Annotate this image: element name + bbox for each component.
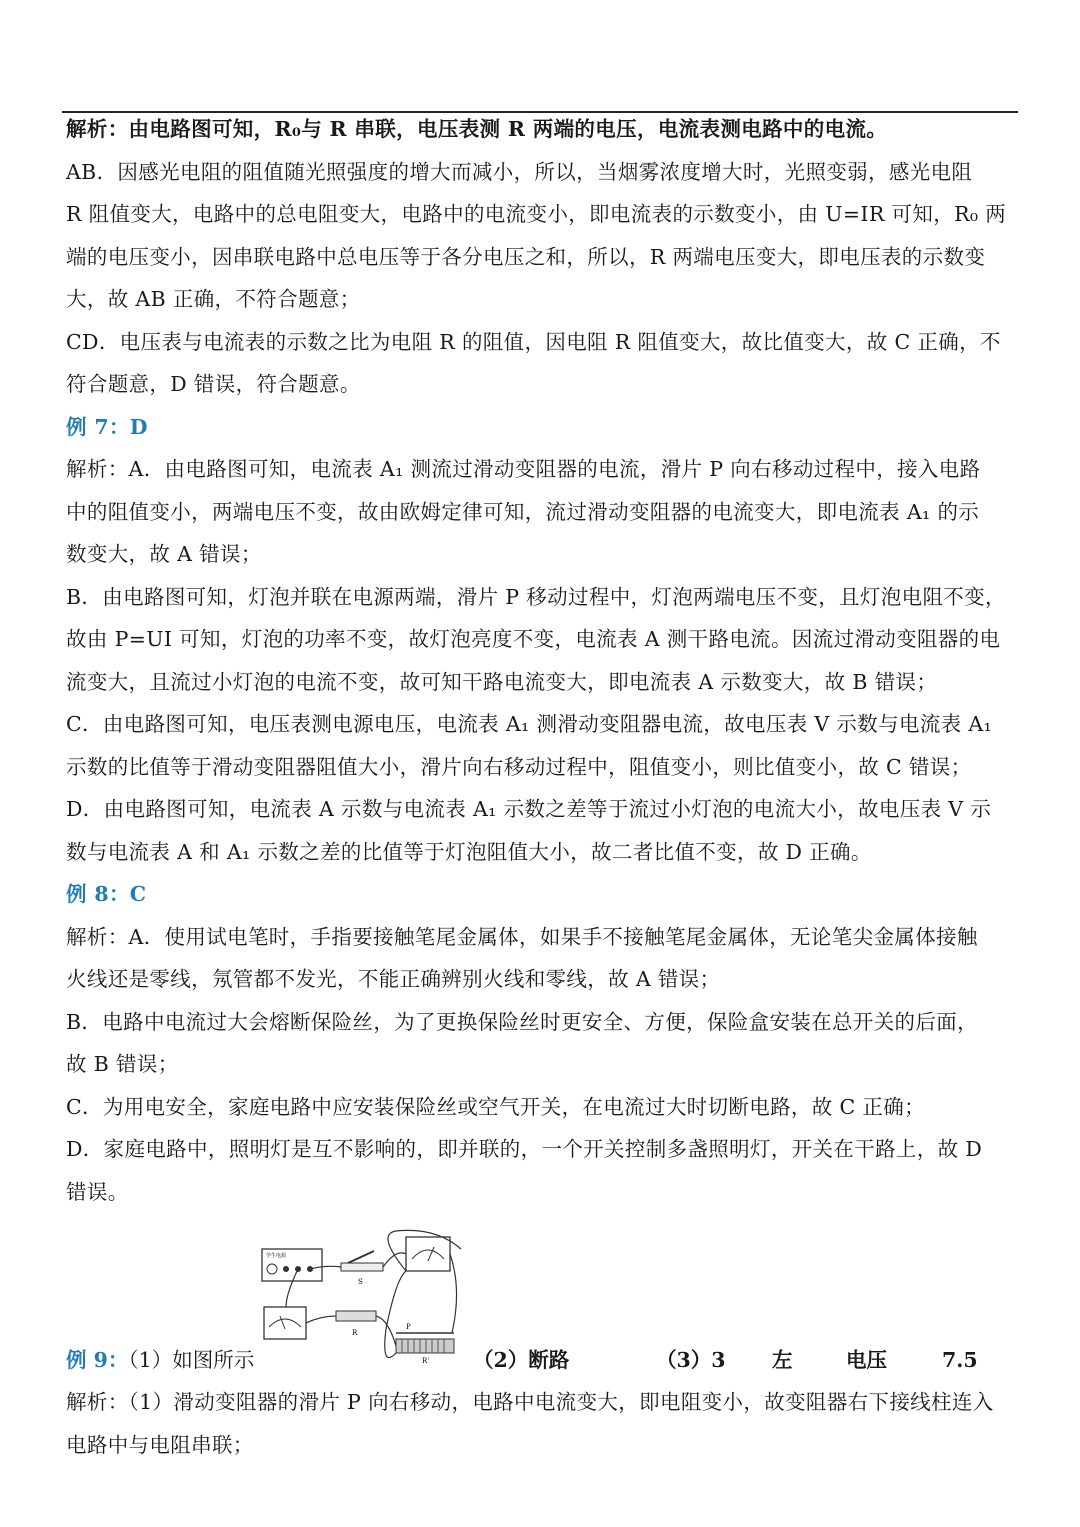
text-line: CD．电压表与电流表的示数之比为电阻 R 的阻值，因电阻 R 阻值变大，故比值变大，故 C 正确，不: [66, 329, 1001, 354]
text-line: AB．因感光电阻的阻值随光照强度的增大而减小，所以，当烟雾浓度增大时，光照变弱，感光电阻: [66, 159, 973, 184]
slider-label: P: [406, 1323, 411, 1331]
ex9-part3: （3）3: [656, 1348, 726, 1372]
text-line: 火线还是零线，氖管都不发光，不能正确辨别火线和零线，故 A 错误；: [66, 967, 721, 991]
text-line: 大，故 AB 正确，不符合题意；: [66, 287, 361, 311]
text-line: D．由电路图可知，电流表 A 示数与电流表 A₁ 示数之差等于流过小灯泡的电流大小，故电压表 V 示: [66, 797, 992, 821]
resistor-label: R: [352, 1329, 358, 1337]
text-line: B．电路中电流过大会熔断保险丝，为了更换保险丝时更安全、方便，保险盒安装在总开关的后面，: [66, 1009, 978, 1034]
voltmeter: [406, 1237, 450, 1271]
example-9-row: [66, 1213, 1016, 1413]
text-line: 符合题意，D 错误，符合题意。: [66, 372, 361, 396]
text-line: 解析：A．由电路图可知，电流表 A₁ 测流过滑动变阻器的电流，滑片 P 向右移动过程中，接入电路: [66, 457, 981, 481]
example-8-heading: 例 8：C: [66, 882, 147, 906]
power-supply-label: 学生电源: [266, 1253, 287, 1259]
text-line: 解析：（1）滑动变阻器的滑片 P 向右移动，电路中电流变大，即电阻变小，故变阻器右下接线柱连入: [66, 1390, 994, 1414]
ex9-part1: （1）如图所示: [128, 1348, 255, 1372]
text-line: 解析：A．使用试电笔时，手指要接触笔尾金属体，如果手不接触笔尾金属体，无论笔尖金属体接触: [66, 924, 978, 949]
text-line: C．由电路图可知，电压表测电源电压，电流表 A₁ 测滑动变阻器电流，故电压表 V 示数与电流表 A₁: [66, 712, 993, 736]
text-line: C．为用电安全，家庭电路中应安装保险丝或空气开关，在电流过大时切断电路，故 C 正确；: [66, 1094, 925, 1119]
ammeter: [264, 1307, 306, 1339]
switch-label: S: [358, 1278, 363, 1286]
circuit-diagram: [256, 1229, 466, 1379]
text-line: B．由电路图可知，灯泡并联在电源两端，滑片 P 移动过程中，灯泡两端电压不变，且灯泡电阻不变，: [66, 584, 1006, 609]
rheostat: [396, 1339, 454, 1353]
text-line: 中的阻值变小，两端电压不变，故由欧姆定律可知，流过滑动变阻器的电流变大，即电流表 A₁ 的示: [66, 499, 980, 524]
text-line: 数与电流表 A 和 A₁ 示数之差的比值等于灯泡阻值大小，故二者比值不变，故 D 正确。: [66, 839, 872, 864]
text-line: 示数的比值等于滑动变阻器阻值大小，滑片向右移动过程中，阻值变小，则比值变小，故 C 错误；: [66, 754, 972, 779]
text-line: 端的电压变小，因串联电路中总电压等于各分电压之和，所以，R 两端电压变大，即电压表的示数变: [66, 244, 986, 269]
resistor: [336, 1311, 376, 1321]
text-line: R 阻值变大，电路中的总电阻变大，电路中的电流变小，即电流表的示数变小，由 U=IR 可知，R₀ 两: [66, 202, 1007, 226]
ex9-answer-left: 左: [772, 1348, 793, 1372]
text-line: 故由 P=UI 可知，灯泡的功率不变，故灯泡亮度不变，电流表 A 测干路电流。因流过滑动变阻器的电: [66, 627, 1001, 651]
page-body: [66, 108, 1016, 1466]
example-7-heading: 例 7：D: [66, 414, 148, 439]
text-line: 错误。: [66, 1179, 129, 1204]
text-line: 电路中与电阻串联；: [66, 1432, 254, 1457]
rheostat-label: R': [422, 1357, 430, 1365]
text-line: 解析：由电路图可知，R₀与 R 串联，电压表测 R 两端的电压，电流表测电路中的电流。: [66, 117, 888, 141]
text-line: 数变大，故 A 错误；: [66, 542, 262, 566]
text-line: 流变大，且流过小灯泡的电流不变，故可知干路电流变大，即电流表 A 示数变大，故 B 错误；: [66, 669, 938, 694]
example-9-heading: 例 9：: [66, 1348, 129, 1372]
switch: [341, 1263, 383, 1271]
ex9-answer-voltage: 电压: [846, 1348, 887, 1372]
text-line: D．家庭电路中，照明灯是互不影响的，即并联的，一个开关控制多盏照明灯，开关在干路上，故 D: [66, 1137, 983, 1161]
ex9-answer-value: 7.5: [942, 1348, 978, 1372]
ex9-part2: （2）断路: [473, 1348, 570, 1372]
text-line: 故 B 错误；: [66, 1052, 179, 1076]
